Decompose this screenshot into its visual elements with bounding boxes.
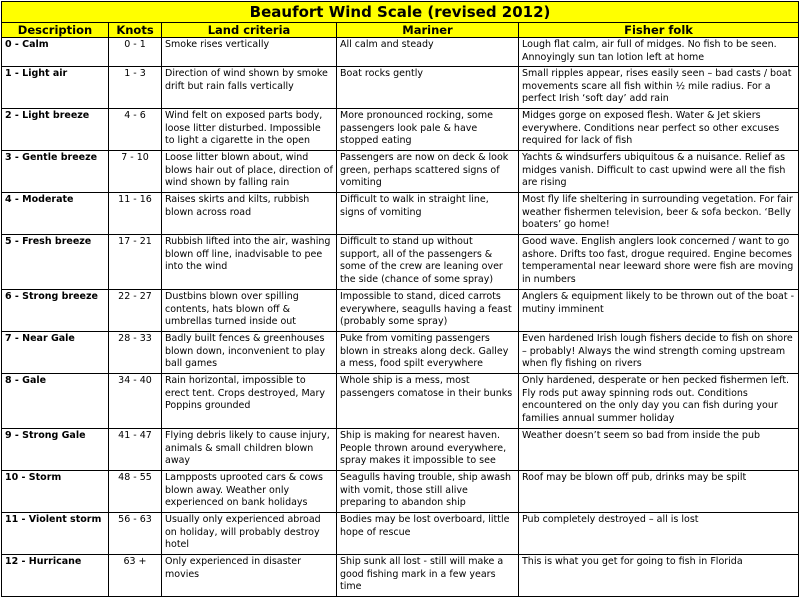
cell-description: 6 - Strong breeze xyxy=(2,290,109,332)
cell-knots: 1 - 3 xyxy=(109,67,162,109)
table-row xyxy=(2,513,799,555)
cell-land-criteria: Badly built fences & greenhouses blown down, inconvenient to play ball games xyxy=(162,332,337,374)
cell-mariner: Passengers are now on deck & look green, perhaps scattered signs of vomiting xyxy=(337,151,519,193)
cell-fisher-folk: Lough flat calm, air full of midges. No fish to be seen. Annoyingly sun tan lotion left at home xyxy=(519,38,799,67)
header-knots: Knots xyxy=(109,23,162,38)
cell-knots: 56 - 63 xyxy=(109,513,162,555)
header-description: Description xyxy=(2,23,109,38)
table-row xyxy=(2,193,799,235)
cell-fisher-folk: Yachts & windsurfers ubiquitous & a nuisance. Relief as midges vanish. Difficult to cast upwind were all the fish are rising xyxy=(519,151,799,193)
header-row xyxy=(2,23,799,38)
cell-land-criteria: Wind felt on exposed parts body, loose litter disturbed. Impossible to light a cigarette in the open xyxy=(162,109,337,151)
table-row xyxy=(2,151,799,193)
cell-land-criteria: Smoke rises vertically xyxy=(162,38,337,67)
cell-knots: 34 - 40 xyxy=(109,374,162,429)
cell-knots: 22 - 27 xyxy=(109,290,162,332)
cell-fisher-folk: Even hardened Irish lough fishers decide to fish on shore – probably! Always the wind strength coming upstream when fly fishing on rivers xyxy=(519,332,799,374)
cell-land-criteria: Lampposts uprooted cars & cows blown away. Weather only experienced on bank holidays xyxy=(162,471,337,513)
cell-knots: 11 - 16 xyxy=(109,193,162,235)
cell-land-criteria: Loose litter blown about, wind blows hair out of place, direction of wind shown by falling rain xyxy=(162,151,337,193)
cell-fisher-folk: Roof may be blown off pub, drinks may be spilt xyxy=(519,471,799,513)
cell-fisher-folk: Only hardened, desperate or hen pecked fishermen left. Fly rods put away spinning rods out. Conditions encountered on the only day you can fish during your families annual summer holiday xyxy=(519,374,799,429)
cell-mariner: Seagulls having trouble, ship awash with vomit, those still alive preparing to abandon ship xyxy=(337,471,519,513)
cell-mariner: All calm and steady xyxy=(337,38,519,67)
cell-description: 4 - Moderate xyxy=(2,193,109,235)
cell-knots: 41 - 47 xyxy=(109,429,162,471)
table-title: Beaufort Wind Scale (revised 2012) xyxy=(2,2,799,23)
cell-land-criteria: Usually only experienced abroad on holiday, will probably destroy hotel xyxy=(162,513,337,555)
table-row xyxy=(2,38,799,67)
cell-fisher-folk: Anglers & equipment likely to be thrown out of the boat - mutiny imminent xyxy=(519,290,799,332)
table-row xyxy=(2,67,799,109)
table-row xyxy=(2,332,799,374)
cell-description: 2 - Light breeze xyxy=(2,109,109,151)
cell-mariner: Ship sunk all lost - still will make a good fishing mark in a few years time xyxy=(337,555,519,597)
cell-description: 10 - Storm xyxy=(2,471,109,513)
cell-knots: 63 + xyxy=(109,555,162,597)
cell-fisher-folk: This is what you get for going to fish in Florida xyxy=(519,555,799,597)
cell-mariner: Whole ship is a mess, most passengers comatose in their bunks xyxy=(337,374,519,429)
table-row xyxy=(2,109,799,151)
table-row xyxy=(2,471,799,513)
cell-description: 7 - Near Gale xyxy=(2,332,109,374)
cell-mariner: Ship is making for nearest haven. People thrown around everywhere, spray makes it impossible to see xyxy=(337,429,519,471)
cell-knots: 48 - 55 xyxy=(109,471,162,513)
cell-fisher-folk: Midges gorge on exposed flesh. Water & Jet skiers everywhere. Conditions near perfect so other excuses required for lack of fish xyxy=(519,109,799,151)
header-mariner: Mariner xyxy=(337,23,519,38)
cell-mariner: Boat rocks gently xyxy=(337,67,519,109)
header-land-criteria: Land criteria xyxy=(162,23,337,38)
beaufort-table xyxy=(1,1,799,597)
cell-land-criteria: Rain horizontal, impossible to erect tent. Crops destroyed, Mary Poppins grounded xyxy=(162,374,337,429)
cell-land-criteria: Direction of wind shown by smoke drift but rain falls vertically xyxy=(162,67,337,109)
cell-fisher-folk: Small ripples appear, rises easily seen – bad casts / boat movements scare all fish within ½ mile radius. For a perfect Irish ‘soft day’ add rain xyxy=(519,67,799,109)
cell-knots: 17 - 21 xyxy=(109,235,162,290)
table-row xyxy=(2,290,799,332)
beaufort-table-container xyxy=(1,1,798,597)
cell-mariner: Bodies may be lost overboard, little hope of rescue xyxy=(337,513,519,555)
cell-description: 5 - Fresh breeze xyxy=(2,235,109,290)
table-row xyxy=(2,429,799,471)
cell-fisher-folk: Most fly life sheltering in surrounding vegetation. For fair weather fishermen television, beer & sofa beckon. ‘Belly boaters’ go home! xyxy=(519,193,799,235)
cell-description: 3 - Gentle breeze xyxy=(2,151,109,193)
cell-knots: 4 - 6 xyxy=(109,109,162,151)
cell-knots: 28 - 33 xyxy=(109,332,162,374)
cell-knots: 7 - 10 xyxy=(109,151,162,193)
cell-description: 1 - Light air xyxy=(2,67,109,109)
table-row xyxy=(2,374,799,429)
cell-mariner: Puke from vomiting passengers blown in streaks along deck. Galley a mess, food spilt everywhere xyxy=(337,332,519,374)
cell-description: 11 - Violent storm xyxy=(2,513,109,555)
cell-land-criteria: Flying debris likely to cause injury, animals & small children blown away xyxy=(162,429,337,471)
cell-mariner: Impossible to stand, diced carrots everywhere, seagulls having a feast (probably some spray) xyxy=(337,290,519,332)
cell-description: 0 - Calm xyxy=(2,38,109,67)
cell-mariner: Difficult to stand up without support, all of the passengers & some of the crew are leaning over the side (chance of some spray) xyxy=(337,235,519,290)
cell-description: 8 - Gale xyxy=(2,374,109,429)
cell-knots: 0 - 1 xyxy=(109,38,162,67)
table-row xyxy=(2,235,799,290)
cell-fisher-folk: Weather doesn’t seem so bad from inside the pub xyxy=(519,429,799,471)
cell-description: 9 - Strong Gale xyxy=(2,429,109,471)
cell-land-criteria: Dustbins blown over spilling contents, hats blown off & umbrellas turned inside out xyxy=(162,290,337,332)
cell-land-criteria: Rubbish lifted into the air, washing blown off line, inadvisable to pee into the wind xyxy=(162,235,337,290)
table-row xyxy=(2,555,799,597)
cell-fisher-folk: Good wave. English anglers look concerned / want to go ashore. Drifts too fast, drogue required. Engine becomes temperamental near leeward shore were fish are moving in numbers xyxy=(519,235,799,290)
cell-land-criteria: Raises skirts and kilts, rubbish blown across road xyxy=(162,193,337,235)
cell-land-criteria: Only experienced in disaster movies xyxy=(162,555,337,597)
cell-mariner: Difficult to walk in straight line, signs of vomiting xyxy=(337,193,519,235)
cell-description: 12 - Hurricane xyxy=(2,555,109,597)
cell-fisher-folk: Pub completely destroyed – all is lost xyxy=(519,513,799,555)
cell-mariner: More pronounced rocking, some passengers look pale & have stopped eating xyxy=(337,109,519,151)
header-fisher-folk: Fisher folk xyxy=(519,23,799,38)
